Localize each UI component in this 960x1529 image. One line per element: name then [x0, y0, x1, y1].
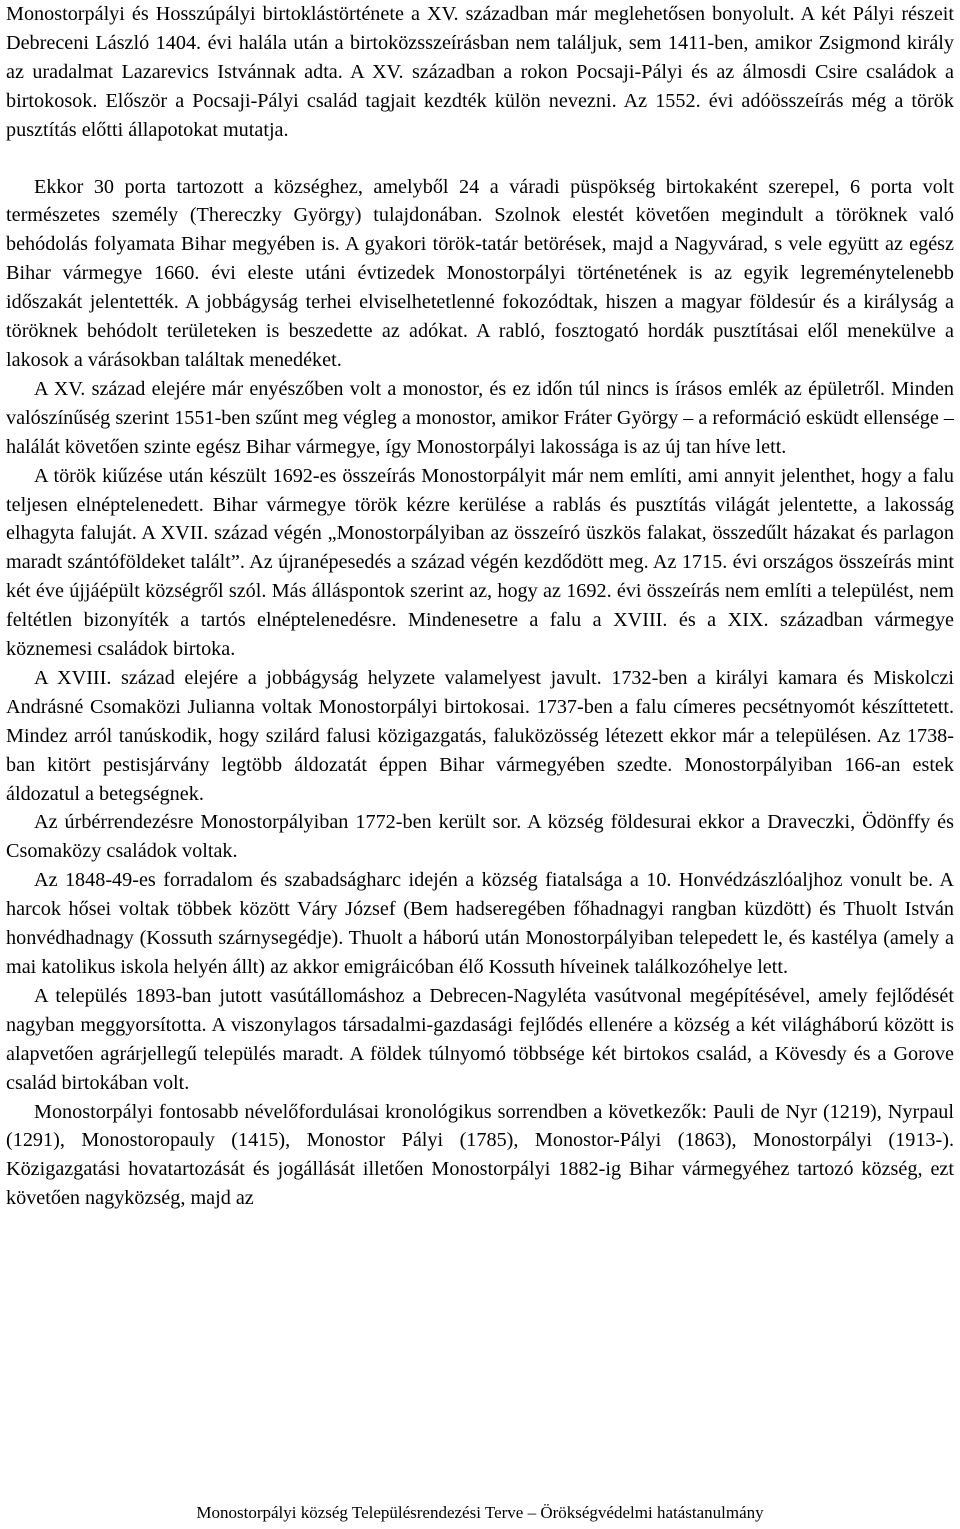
paragraph-6: Az úrbérrendezésre Monostorpályiban 1772-ben került sor. A község földesurai ekkor a Draveczki, Ödönffy és Csomaközy családok voltak.	[6, 811, 954, 863]
paragraph-2: Ekkor 30 porta tartozott a községhez, amelyből 24 a váradi püspökség birtokaként szerepel, 6 porta volt természetes személy (Thereczky György) tulajdonában. Szolnok elestét követően megindult a töröknek való behódolás folyamata Bihar megyében is. A gyakori török-tatár betörések, majd a Nagyvárad, s vele együtt az egész Bihar vármegye 1660. évi eleste utáni évtizedek Monostorpályi történetének is az egyik legreménytelenebb időszakát jelentették. A jobbágyság terhei elviselhetetlenné fokozódtak, hiszen a magyar földesúr és a királyság a töröknek behódolt területeken is beszedette az adókat. A rabló, fosztogató hordák pusztításai elől menekülve a lakosok a várásokban találtak menedéket.	[6, 175, 954, 371]
paragraph-7: Az 1848-49-es forradalom és szabadságharc idején a község fiatalsága a 10. Honvédzászlóaljhoz vonult be. A harcok hősei voltak többek között Váry József (Bem hadseregében főhadnagyi rangban küzdött) és Thuolt István honvédhadnagy (Kossuth szárnysegédje). Thuolt a háború után Monostorpályiban telepedett le, és kastélya (amely a mai katolikus iskola helyén állt) az akkor emigráicóban élő Kossuth híveinek találkozóhelye lett.	[6, 869, 954, 978]
paragraph-4: A török kiűzése után készült 1692-es összeírás Monostorpályit már nem említi, ami annyit jelenthet, hogy a falu teljesen elnéptelenedett. Bihar vármegye török kézre kerülése a rablás és pusztítás világát jelentette, a lakosság elhagyta faluját. A XVII. század végén „Monostorpályiban az összeíró üszkös falakat, összedűlt házakat és parlagon maradt szántóföldeket talált”. Az újranépesedés a század végén kezdődött meg. Az 1715. évi országos összeírás mint két éve újjáépült községről szól. Más álláspontok szerint az, hogy az 1692. évi összeírás nem említi a települést, nem feltétlen bizonyíték a tartós elnéptelenedésre. Mindenesetre a falu a XVIII. és a XIX. században vármegye köznemesi családok birtoka.	[6, 464, 954, 661]
paragraph-3: A XV. század elejére már enyészőben volt a monostor, és ez időn túl nincs is írásos emlék az épületről. Minden valószínűség szerint 1551-ben szűnt meg végleg a monostor, amikor Fráter György – a reformáció esküdt ellensége – halálát követően szinte egész Bihar vármegye, így Monostorpályi lakossága is az új tan híve lett.	[6, 377, 954, 458]
paragraph-8: A település 1893-ban jutott vasútállomáshoz a Debrecen-Nagyléta vasútvonal megépítésével, amely fejlődését nagyban meggyorsította. A viszonylagos társadalmi-gazdasági fejlődés ellenére a község a két világháború között is alapvetően agrárjellegű település maradt. A földek túlnyomó többsége két birtokos család, a Kövesdy és a Gorove család birtokában volt.	[6, 984, 954, 1094]
page-footer: Monostorpályi község Településrendezési Terve – Örökségvédelmi hatástanulmány	[196, 1503, 764, 1522]
paragraph-5: A XVIII. század elejére a jobbágyság helyzete valamelyest javult. 1732-ben a királyi kamara és Miskolczi Andrásné Csomaközi Julianna voltak Monostorpályi birtokosai. 1737-ben a falu címeres pecsétnyomót készíttetett. Mindez arról tanúskodik, hogy szilárd falusi közigazgatás, faluközösség létezett ekkor már a településen. Az 1738-ban kitört pestisjárvány legtöbb áldozatát éppen Bihar vármegyében szedte. Monostorpályiban 166-an estek áldozatul a betegségnek.	[6, 666, 954, 805]
paragraph-1: Monostorpályi és Hosszúpályi birtoklástörténete a XV. században már meglehetősen bonyolult. A két Pályi részeit Debreceni László 1404. évi halála után a birtoközsszeírásban nem találjuk, sem 1411-ben, amikor Zsigmond király az uradalmat Lazarevics Istvánnak adta. A XV. században a rokon Pocsaji-Pályi és az álmosdi Csire családok a birtokosok. Először a Pocsaji-Pályi család tagjait kezdték külön nevezni. Az 1552. évi adóösszeírás még a török pusztítás előtti állapotokat mutatja.	[6, 3, 954, 141]
document-body	[6, 0, 954, 1213]
paragraph-9: Monostorpályi fontosabb névelőfordulásai kronológikus sorrendben a következők: Pauli de Nyr (1219), Nyrpaul (1291), Monostoropauly (1415), Monostor Pályi (1785), Monostor-Pályi (1863), Monostorpályi (1913-). Közigazgatási hovatartozását és jogállását illetően Monostorpályi 1882-ig Bihar vármegyéhez tartozó község, ezt követően nagyközség, majd az	[6, 1100, 954, 1210]
